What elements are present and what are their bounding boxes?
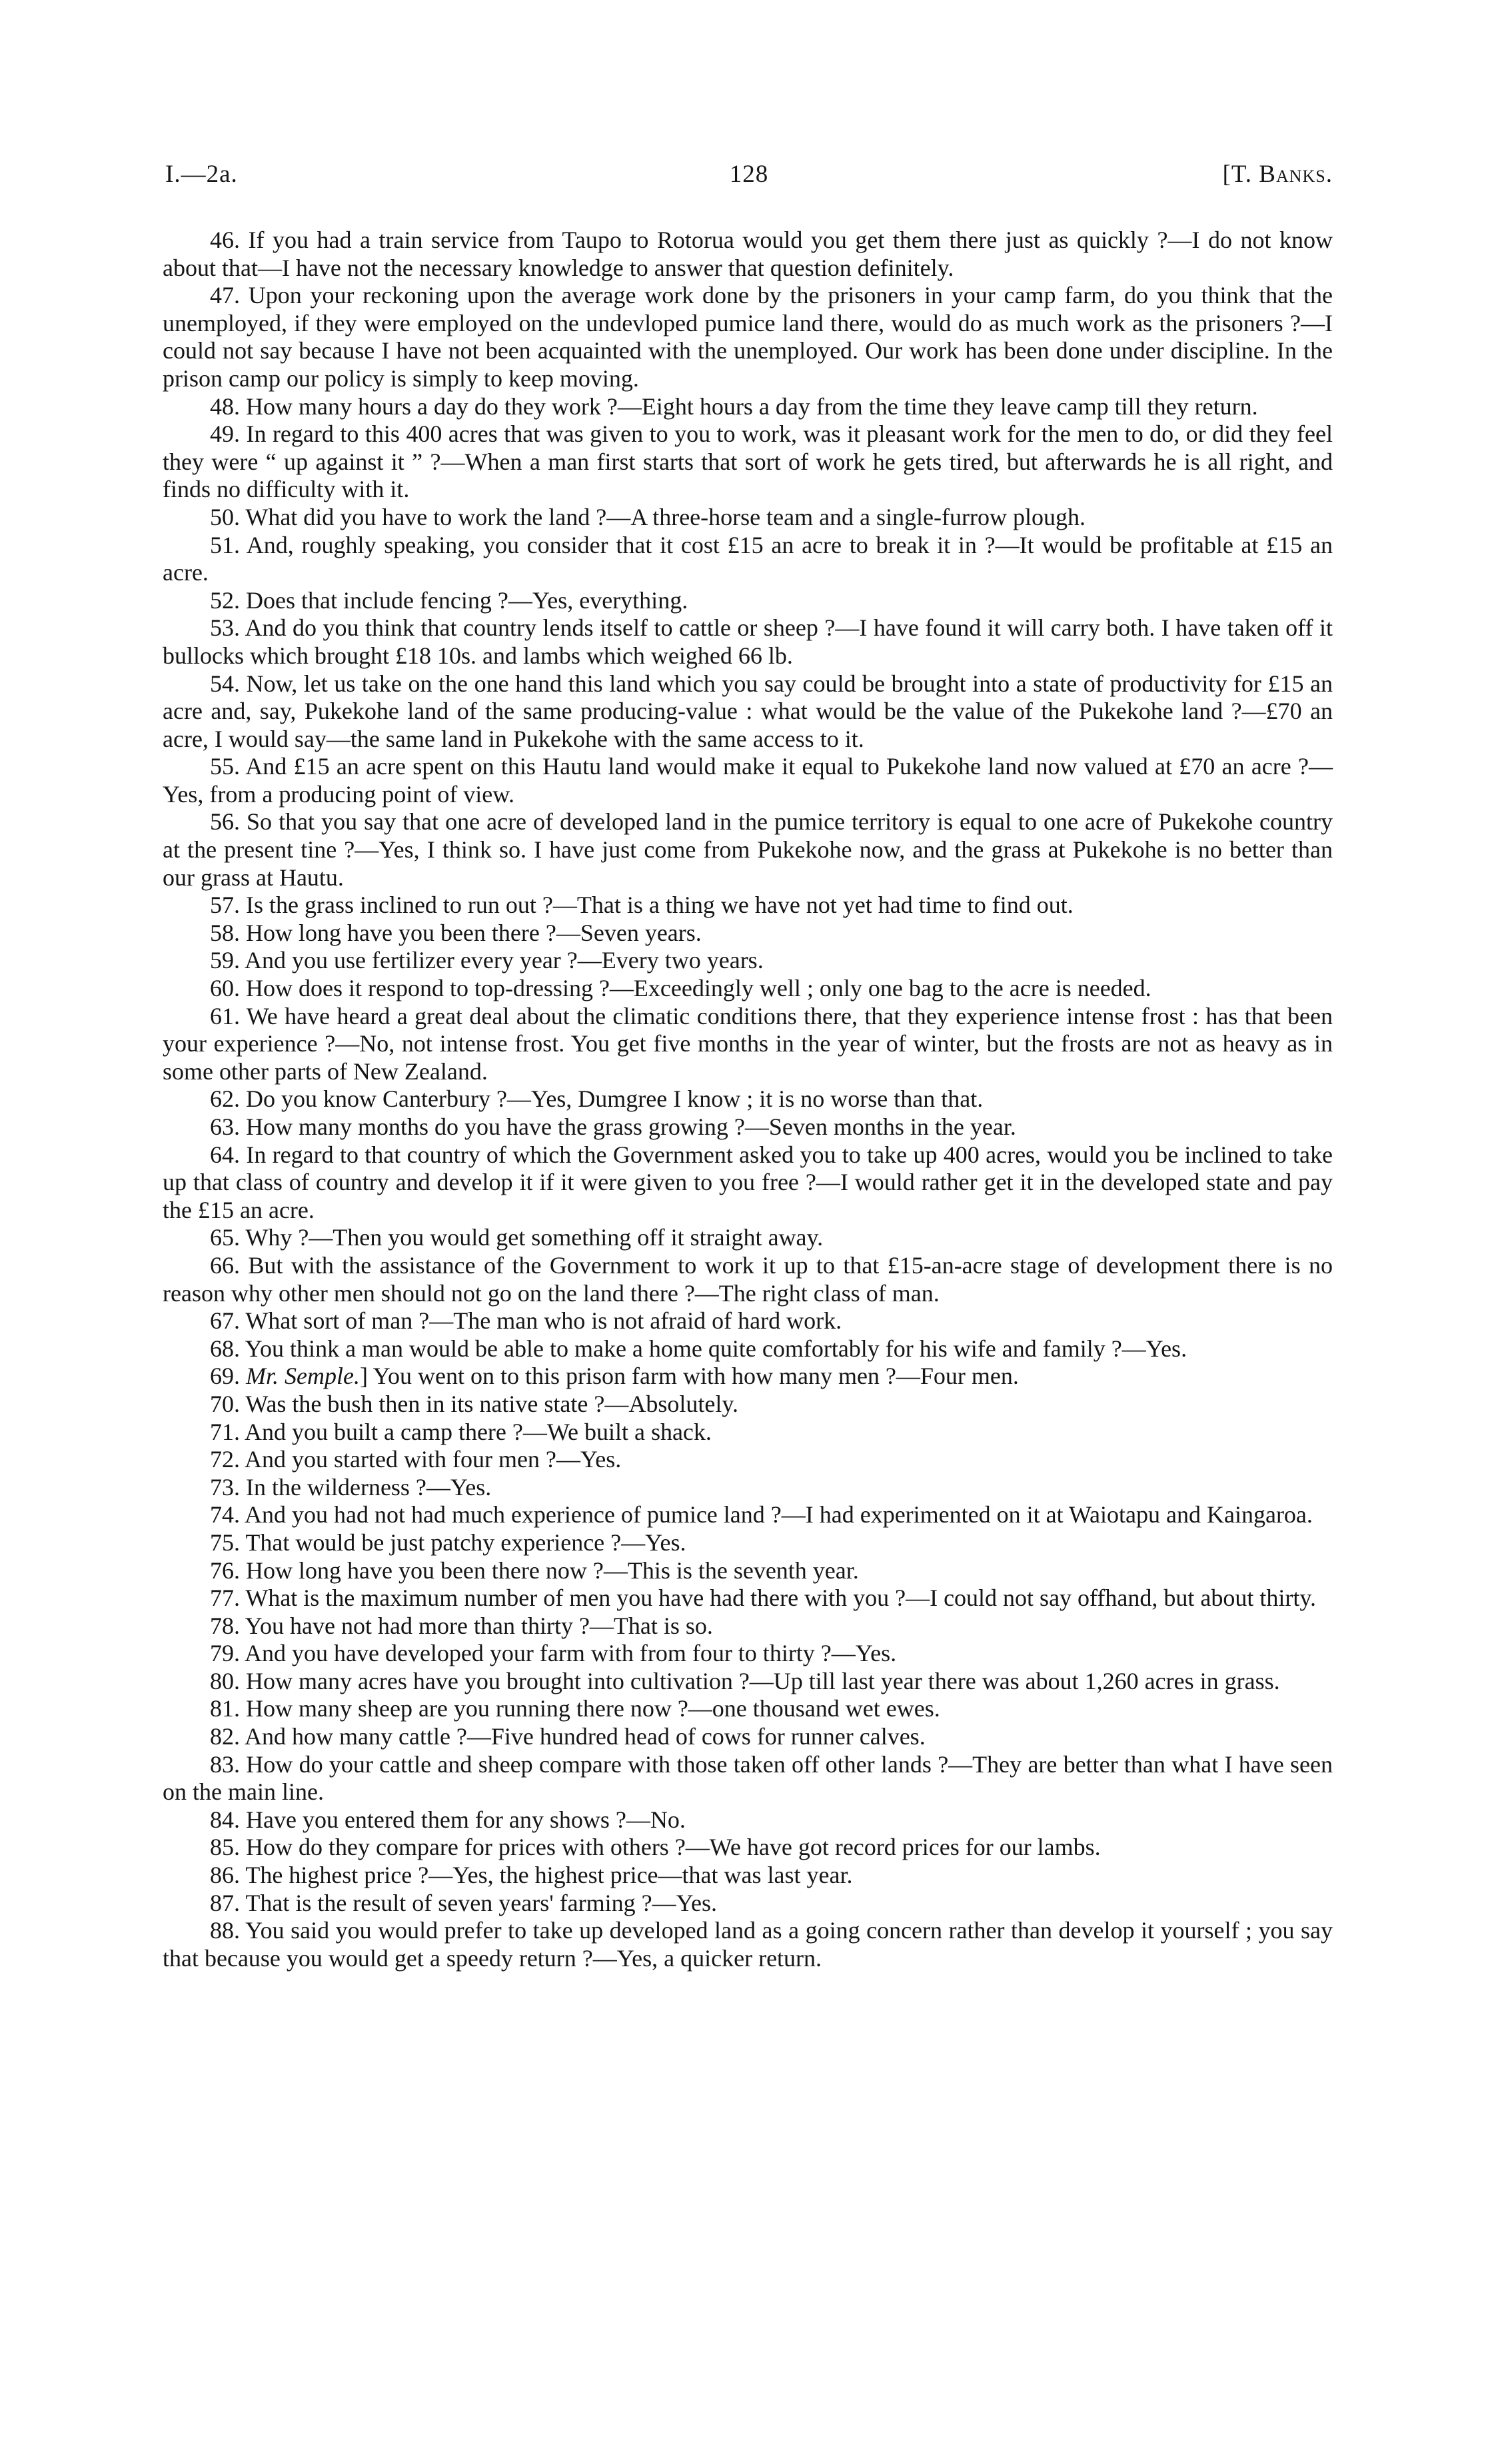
paragraph: 58. How long have you been there ?—Seven years.: [210, 919, 702, 946]
paragraph: 77. What is the maximum number of men you have had there with you ?—I could not say offhand, but about thirty.: [210, 1584, 1316, 1612]
paragraph: 56. So that you say that one acre of developed land in the pumice territory is equal to one acre of Pukekohe country at the present tine ?—Yes, I think so. I have just come from Pukekohe now, and the grass at Pukekohe is no better than our grass at Hautu.: [163, 808, 1333, 891]
paragraph: 88. You said you would prefer to take up developed land as a going concern rather than develop it yourself ; you say that because you would get a speedy return ?—Yes, a quicker return.: [163, 1917, 1333, 1972]
paragraph: 60. How does it respond to top-dressing ?—Exceedingly well ; only one bag to the acre is needed.: [210, 975, 1151, 1002]
paragraph: 61. We have heard a great deal about the climatic conditions there, that they experience intense frost : has that been your experience ?—No, not intense frost. You get five months in the year of winter, but the frosts are not as heavy as in some other parts of New Zealand.: [163, 1002, 1333, 1085]
paragraph: 64. In regard to that country of which the Government asked you to take up 400 acres, would you be inclined to take up that class of country and develop it if it were given to you free ?—I would rather get it in the developed state and pay the £15 an acre.: [163, 1141, 1333, 1223]
paragraph: 80. How many acres have you brought into cultivation ?—Up till last year there was about 1,260 acres in grass.: [210, 1667, 1280, 1694]
paragraph: 71. And you built a camp there ?—We built a shack.: [210, 1418, 712, 1445]
paragraph: 70. Was the bush then in its native state ?—Absolutely.: [210, 1390, 738, 1417]
paragraph: 75. That would be just patchy experience ?—Yes.: [210, 1529, 686, 1556]
paragraph: 47. Upon your reckoning upon the average work done by the prisoners in your camp farm, do you think that the unemployed, if they were employed on the undevloped pumice land there, would do as much work as the prisoners ?—I could not say because I have not been acquainted with the unemployed. Our work has been done under discipline. In the prison camp our policy is simply to keep moving.: [163, 282, 1333, 392]
paragraph: 57. Is the grass inclined to run out ?—That is a thing we have not yet had time to find out.: [210, 892, 1074, 919]
question-number: 69.: [210, 1363, 246, 1390]
paragraph: 78. You have not had more than thirty ?—That is so.: [210, 1612, 713, 1639]
paragraph: 49. In regard to this 400 acres that was given to you to work, was it pleasant work for the men to do, or did they feel they were “ up against it ” ?—When a man first starts that sort of work he gets tired, but afterwards he is all right, and finds no difficulty with it.: [163, 420, 1333, 503]
paragraph: 81. How many sheep are you running there now ?—one thousand wet ewes.: [210, 1695, 940, 1722]
paragraph: 85. How do they compare for prices with others ?—We have got record prices for our lambs.: [210, 1834, 1101, 1861]
paragraph: 63. How many months do you have the grass growing ?—Seven months in the year.: [210, 1113, 1016, 1140]
paragraph: 74. And you had not had much experience of pumice land ?—I had experimented on it at Waiotapu and Kaingaroa.: [210, 1501, 1313, 1529]
paragraph: 66. But with the assistance of the Government to work it up to that £15-an-acre stage of development there is no reason why other men should not go on the land there ?—The right class of man.: [163, 1251, 1333, 1307]
paragraph: 65. Why ?—Then you would get something off it straight away.: [210, 1224, 824, 1251]
paragraph: 67. What sort of man ?—The man who is not afraid of hard work.: [210, 1307, 842, 1335]
paragraph-speaker-change: [163, 1363, 1333, 1391]
witness-name: [T. Banks.: [1222, 161, 1333, 188]
speaker-name: Mr. Semple.: [246, 1363, 360, 1390]
paragraph: 54. Now, let us take on the one hand this land which you say could be brought into a state of productivity for £15 an acre and, say, Pukekohe land of the same producing-value : what would be the value of the Pukekohe land ?—£70 an acre, I would say—the same land in Pukekohe with the same access to it.: [163, 670, 1333, 752]
paragraph: 86. The highest price ?—Yes, the highest price—that was last year.: [210, 1862, 853, 1889]
paragraph: 55. And £15 an acre spent on this Hautu land would make it equal to Pukekohe land now valued at £70 an acre ?—Yes, from a producing point of view.: [163, 753, 1333, 808]
paragraph: 87. That is the result of seven years' farming ?—Yes.: [210, 1889, 718, 1916]
paragraph: 73. In the wilderness ?—Yes.: [210, 1473, 492, 1501]
paragraph: 59. And you use fertilizer every year ?—Every two years.: [210, 947, 764, 974]
paragraph: 51. And, roughly speaking, you consider that it cost £15 an acre to break it in ?—It would be profitable at £15 an acre.: [163, 531, 1333, 586]
paragraph-text: ] You went on to this prison farm with how many men ?—Four men.: [359, 1363, 1019, 1390]
paragraph: 52. Does that include fencing ?—Yes, everything.: [210, 586, 688, 614]
paragraph: 84. Have you entered them for any shows ?—No.: [210, 1806, 686, 1833]
paragraph: 48. How many hours a day do they work ?—Eight hours a day from the time they leave camp till they return.: [210, 392, 1258, 420]
page-number: 128: [729, 161, 769, 188]
paragraph: 76. How long have you been there now ?—This is the seventh year.: [210, 1556, 859, 1584]
paragraph: 79. And you have developed your farm with from four to thirty ?—Yes.: [210, 1640, 897, 1667]
document-reference: I.—2a.: [165, 161, 238, 188]
paragraph: 50. What did you have to work the land ?—A three-horse team and a single-furrow plough.: [210, 503, 1086, 530]
paragraph: 72. And you started with four men ?—Yes.: [210, 1446, 622, 1473]
paragraph: 82. And how many cattle ?—Five hundred head of cows for runner calves.: [210, 1723, 926, 1750]
paragraph: 53. And do you think that country lends itself to cattle or sheep ?—I have found it will carry both. I have taken off it bullocks which brought £18 10s. and lambs which weighed 66 lb.: [163, 614, 1333, 669]
page-header: [165, 160, 1333, 200]
paragraph: 83. How do your cattle and sheep compare with those taken off other lands ?—They are better than what I have seen on the main line.: [163, 1750, 1333, 1806]
paragraph: 68. You think a man would be able to make a home quite comfortably for his wife and family ?—Yes.: [210, 1335, 1187, 1362]
testimony-body: [163, 227, 1333, 1972]
paragraph: 46. If you had a train service from Taupo to Rotorua would you get them there just as quickly ?—I do not know about that—I have not the necessary knowledge to answer that question definitely.: [163, 227, 1333, 281]
paragraph: 62. Do you know Canterbury ?—Yes, Dumgree I know ; it is no worse than that.: [210, 1085, 984, 1113]
